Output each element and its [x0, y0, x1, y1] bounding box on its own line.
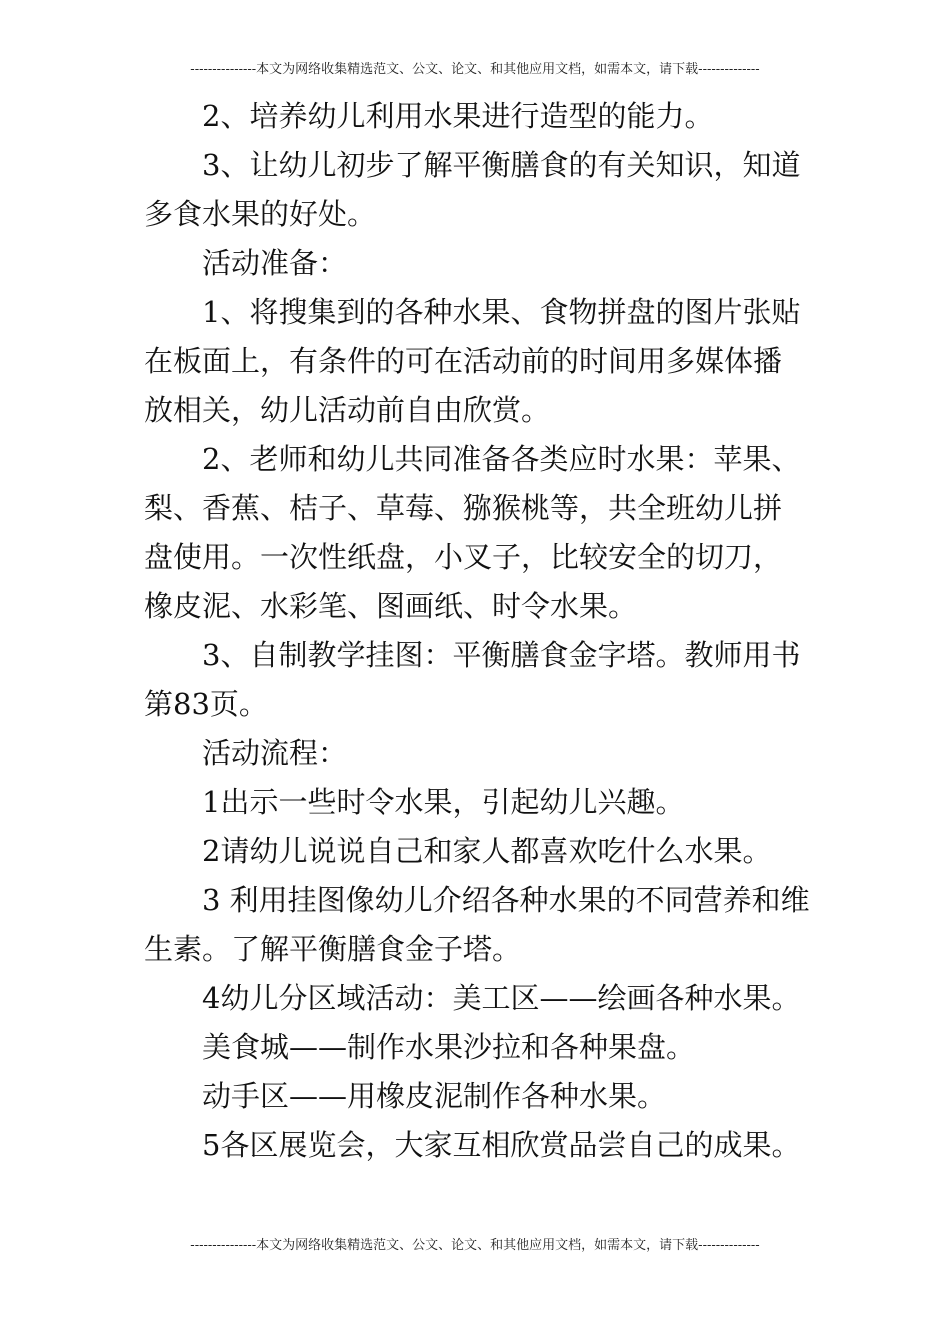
paragraph: 3 利用挂图像幼儿介绍各种水果的不同营养和维生素。了解平衡膳食金子塔。: [144, 883, 810, 966]
paragraph: 2、培养幼儿利用水果进行造型的能力。: [202, 99, 714, 133]
paragraph: 美食城——制作水果沙拉和各种果盘。: [202, 1030, 696, 1064]
paragraph: 1出示一些时令水果，引起幼儿兴趣。: [202, 785, 685, 819]
section-heading-process: 活动流程：: [202, 736, 348, 770]
paragraph: 2、老师和幼儿共同准备各类应时水果：苹果、梨、香蕉、桔子、草莓、猕猴桃等，共全班幼儿拼盘使用。一次性纸盘，小叉子，比较安全的切刀，橡皮泥、水彩笔、图画纸、时令水果。: [144, 442, 801, 623]
paragraph: 3、自制教学挂图：平衡膳食金字塔。教师用书第83页。: [144, 638, 801, 721]
paragraph: 2请幼儿说说自己和家人都喜欢吃什么水果。: [202, 834, 772, 868]
paragraph: 1、将搜集到的各种水果、食物拼盘的图片张贴在板面上，有条件的可在活动前的时间用多媒体播放相关，幼儿活动前自由欣赏。: [144, 295, 801, 427]
page-header: ---------------本文为网络收集精选范文、公文、论文、和其他应用文档，如需本文，请下载--------------: [190, 62, 760, 77]
paragraph: 动手区——用橡皮泥制作各种水果。: [202, 1079, 667, 1113]
page-footer: ---------------本文为网络收集精选范文、公文、论文、和其他应用文档，如需本文，请下载--------------: [190, 1238, 760, 1253]
paragraph: 3、让幼儿初步了解平衡膳食的有关知识，知道多食水果的好处。: [144, 148, 801, 231]
paragraph: 4幼儿分区域活动：美工区——绘画各种水果。: [202, 981, 801, 1015]
section-heading-preparation: 活动准备：: [202, 246, 348, 280]
paragraph: 5各区展览会，大家互相欣赏品尝自己的成果。: [202, 1128, 801, 1162]
document-body: [144, 92, 810, 1170]
